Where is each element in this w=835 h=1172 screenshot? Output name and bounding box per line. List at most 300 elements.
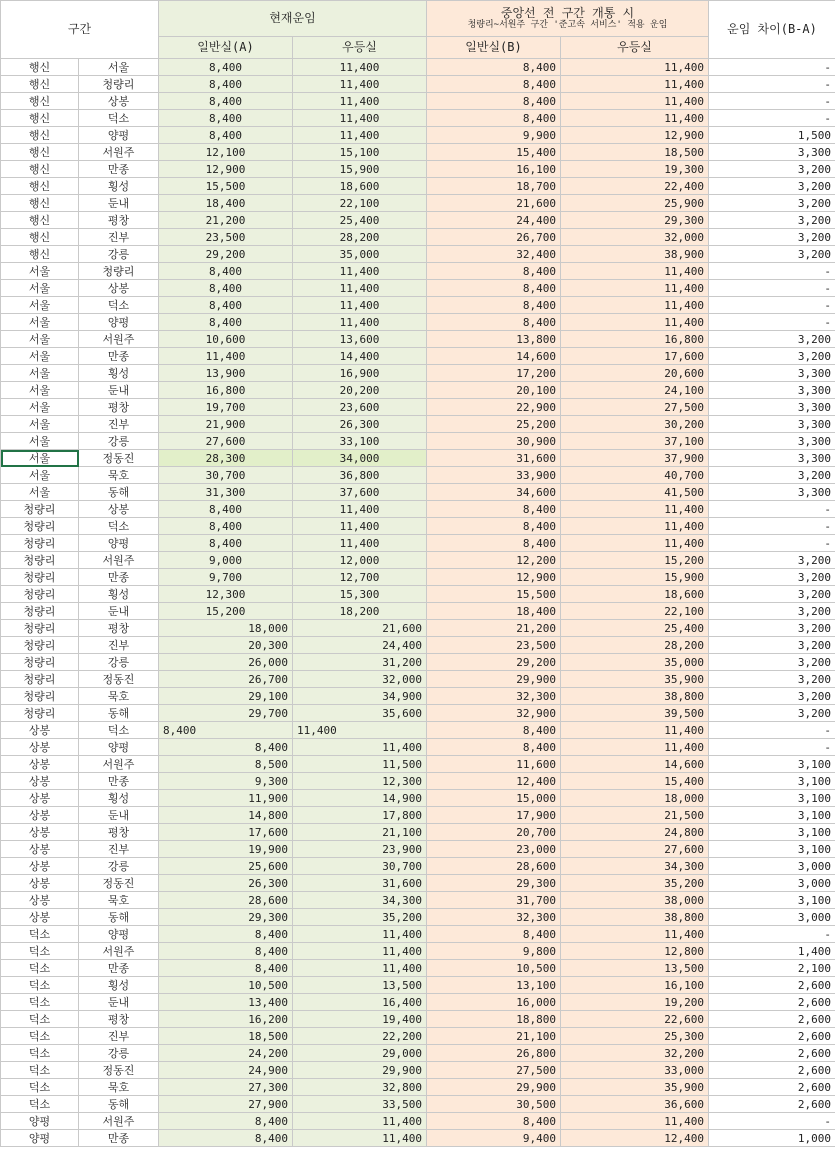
- diff-cell[interactable]: 3,200: [709, 637, 835, 654]
- from-cell[interactable]: 행신: [1, 178, 79, 195]
- from-cell[interactable]: 서울: [1, 297, 79, 314]
- new-premium-cell[interactable]: 15,900: [561, 569, 709, 586]
- cur-premium-cell[interactable]: 11,400: [293, 518, 427, 535]
- cur-general-cell[interactable]: 24,900: [159, 1062, 293, 1079]
- new-premium-cell[interactable]: 11,400: [561, 110, 709, 127]
- new-premium-cell[interactable]: 20,600: [561, 365, 709, 382]
- to-cell[interactable]: 평창: [79, 620, 159, 637]
- cur-general-cell[interactable]: 9,700: [159, 569, 293, 586]
- to-cell[interactable]: 양평: [79, 127, 159, 144]
- from-cell[interactable]: 청량리: [1, 637, 79, 654]
- new-general-cell[interactable]: 11,600: [427, 756, 561, 773]
- from-cell[interactable]: 덕소: [1, 994, 79, 1011]
- cur-premium-cell[interactable]: 21,600: [293, 620, 427, 637]
- diff-cell[interactable]: 3,000: [709, 858, 835, 875]
- cur-premium-cell[interactable]: 11,400: [293, 535, 427, 552]
- new-general-cell[interactable]: 31,600: [427, 450, 561, 467]
- diff-cell[interactable]: 2,600: [709, 1062, 835, 1079]
- cur-premium-cell[interactable]: 11,400: [293, 127, 427, 144]
- to-cell[interactable]: 상봉: [79, 280, 159, 297]
- cur-general-cell[interactable]: 11,400: [159, 348, 293, 365]
- to-cell[interactable]: 상봉: [79, 501, 159, 518]
- cur-general-cell[interactable]: 13,900: [159, 365, 293, 382]
- from-cell[interactable]: 양평: [1, 1130, 79, 1147]
- new-general-cell[interactable]: 8,400: [427, 518, 561, 535]
- cur-premium-cell[interactable]: 12,000: [293, 552, 427, 569]
- new-premium-cell[interactable]: 27,600: [561, 841, 709, 858]
- diff-cell[interactable]: 1,400: [709, 943, 835, 960]
- new-premium-cell[interactable]: 11,400: [561, 535, 709, 552]
- new-general-cell[interactable]: 21,100: [427, 1028, 561, 1045]
- new-general-cell[interactable]: 8,400: [427, 110, 561, 127]
- from-cell[interactable]: 덕소: [1, 1045, 79, 1062]
- cur-premium-cell[interactable]: 14,400: [293, 348, 427, 365]
- new-premium-cell[interactable]: 25,300: [561, 1028, 709, 1045]
- new-general-cell[interactable]: 15,400: [427, 144, 561, 161]
- to-cell[interactable]: 만종: [79, 161, 159, 178]
- diff-cell[interactable]: 3,300: [709, 484, 835, 501]
- diff-cell[interactable]: 3,100: [709, 841, 835, 858]
- cur-premium-cell[interactable]: 14,900: [293, 790, 427, 807]
- diff-cell[interactable]: 3,100: [709, 756, 835, 773]
- header-new-premium[interactable]: 우등실: [561, 37, 709, 59]
- cur-premium-cell[interactable]: 34,300: [293, 892, 427, 909]
- cur-general-cell[interactable]: 8,400: [159, 722, 293, 739]
- new-general-cell[interactable]: 8,400: [427, 1113, 561, 1130]
- cur-premium-cell[interactable]: 11,400: [293, 722, 427, 739]
- cur-general-cell[interactable]: 16,200: [159, 1011, 293, 1028]
- cur-general-cell[interactable]: 8,400: [159, 960, 293, 977]
- from-cell[interactable]: 행신: [1, 59, 79, 76]
- from-cell[interactable]: 행신: [1, 110, 79, 127]
- cur-general-cell[interactable]: 26,300: [159, 875, 293, 892]
- diff-cell[interactable]: 2,100: [709, 960, 835, 977]
- diff-cell[interactable]: -: [709, 501, 835, 518]
- cur-premium-cell[interactable]: 12,300: [293, 773, 427, 790]
- new-premium-cell[interactable]: 11,400: [561, 314, 709, 331]
- new-premium-cell[interactable]: 22,400: [561, 178, 709, 195]
- new-premium-cell[interactable]: 12,800: [561, 943, 709, 960]
- cur-general-cell[interactable]: 15,500: [159, 178, 293, 195]
- from-cell[interactable]: 덕소: [1, 977, 79, 994]
- new-general-cell[interactable]: 32,300: [427, 909, 561, 926]
- cur-general-cell[interactable]: 8,400: [159, 943, 293, 960]
- cur-general-cell[interactable]: 8,400: [159, 59, 293, 76]
- cur-premium-cell[interactable]: 13,600: [293, 331, 427, 348]
- cur-premium-cell[interactable]: 30,700: [293, 858, 427, 875]
- cur-general-cell[interactable]: 16,800: [159, 382, 293, 399]
- cur-premium-cell[interactable]: 25,400: [293, 212, 427, 229]
- diff-cell[interactable]: 3,300: [709, 144, 835, 161]
- new-premium-cell[interactable]: 30,200: [561, 416, 709, 433]
- from-cell[interactable]: 상봉: [1, 892, 79, 909]
- new-premium-cell[interactable]: 11,400: [561, 93, 709, 110]
- to-cell[interactable]: 상봉: [79, 93, 159, 110]
- cur-premium-cell[interactable]: 29,000: [293, 1045, 427, 1062]
- new-general-cell[interactable]: 20,100: [427, 382, 561, 399]
- from-cell[interactable]: 서울: [1, 399, 79, 416]
- to-cell[interactable]: 둔내: [79, 603, 159, 620]
- to-cell[interactable]: 평창: [79, 824, 159, 841]
- to-cell[interactable]: 서울: [79, 59, 159, 76]
- new-general-cell[interactable]: 21,200: [427, 620, 561, 637]
- from-cell[interactable]: 서울: [1, 450, 79, 467]
- new-general-cell[interactable]: 8,400: [427, 76, 561, 93]
- cur-premium-cell[interactable]: 11,400: [293, 297, 427, 314]
- diff-cell[interactable]: 2,600: [709, 1096, 835, 1113]
- diff-cell[interactable]: 3,300: [709, 433, 835, 450]
- diff-cell[interactable]: 3,200: [709, 654, 835, 671]
- diff-cell[interactable]: 3,200: [709, 620, 835, 637]
- new-general-cell[interactable]: 30,500: [427, 1096, 561, 1113]
- new-premium-cell[interactable]: 14,600: [561, 756, 709, 773]
- new-general-cell[interactable]: 29,900: [427, 1079, 561, 1096]
- to-cell[interactable]: 둔내: [79, 807, 159, 824]
- cur-premium-cell[interactable]: 11,400: [293, 263, 427, 280]
- diff-cell[interactable]: -: [709, 739, 835, 756]
- diff-cell[interactable]: 2,600: [709, 1079, 835, 1096]
- cur-general-cell[interactable]: 19,900: [159, 841, 293, 858]
- header-new-general[interactable]: 일반실(B): [427, 37, 561, 59]
- new-premium-cell[interactable]: 15,200: [561, 552, 709, 569]
- new-premium-cell[interactable]: 11,400: [561, 263, 709, 280]
- cur-premium-cell[interactable]: 11,400: [293, 960, 427, 977]
- cur-premium-cell[interactable]: 11,400: [293, 59, 427, 76]
- diff-cell[interactable]: 1,500: [709, 127, 835, 144]
- new-general-cell[interactable]: 14,600: [427, 348, 561, 365]
- to-cell[interactable]: 만종: [79, 1130, 159, 1147]
- cur-general-cell[interactable]: 24,200: [159, 1045, 293, 1062]
- cur-premium-cell[interactable]: 20,200: [293, 382, 427, 399]
- diff-cell[interactable]: 3,200: [709, 586, 835, 603]
- from-cell[interactable]: 상봉: [1, 773, 79, 790]
- from-cell[interactable]: 서울: [1, 484, 79, 501]
- from-cell[interactable]: 청량리: [1, 501, 79, 518]
- cur-general-cell[interactable]: 9,000: [159, 552, 293, 569]
- from-cell[interactable]: 청량리: [1, 535, 79, 552]
- cur-general-cell[interactable]: 12,900: [159, 161, 293, 178]
- new-premium-cell[interactable]: 11,400: [561, 280, 709, 297]
- from-cell[interactable]: 청량리: [1, 586, 79, 603]
- new-general-cell[interactable]: 25,200: [427, 416, 561, 433]
- cur-general-cell[interactable]: 10,500: [159, 977, 293, 994]
- new-general-cell[interactable]: 15,000: [427, 790, 561, 807]
- diff-cell[interactable]: 3,200: [709, 212, 835, 229]
- cur-general-cell[interactable]: 8,400: [159, 1113, 293, 1130]
- new-premium-cell[interactable]: 25,900: [561, 195, 709, 212]
- diff-cell[interactable]: 2,600: [709, 1045, 835, 1062]
- diff-cell[interactable]: 3,200: [709, 178, 835, 195]
- diff-cell[interactable]: 3,200: [709, 671, 835, 688]
- diff-cell[interactable]: 3,200: [709, 229, 835, 246]
- from-cell[interactable]: 행신: [1, 144, 79, 161]
- new-premium-cell[interactable]: 18,600: [561, 586, 709, 603]
- to-cell[interactable]: 평창: [79, 212, 159, 229]
- to-cell[interactable]: 서원주: [79, 331, 159, 348]
- from-cell[interactable]: 덕소: [1, 1028, 79, 1045]
- diff-cell[interactable]: 3,100: [709, 824, 835, 841]
- diff-cell[interactable]: 3,300: [709, 450, 835, 467]
- from-cell[interactable]: 상봉: [1, 858, 79, 875]
- from-cell[interactable]: 서울: [1, 348, 79, 365]
- cur-premium-cell[interactable]: 33,500: [293, 1096, 427, 1113]
- from-cell[interactable]: 서울: [1, 280, 79, 297]
- from-cell[interactable]: 서울: [1, 433, 79, 450]
- new-general-cell[interactable]: 24,400: [427, 212, 561, 229]
- new-general-cell[interactable]: 18,800: [427, 1011, 561, 1028]
- diff-cell[interactable]: -: [709, 535, 835, 552]
- cur-general-cell[interactable]: 8,400: [159, 1130, 293, 1147]
- new-premium-cell[interactable]: 24,800: [561, 824, 709, 841]
- cur-general-cell[interactable]: 26,700: [159, 671, 293, 688]
- new-general-cell[interactable]: 27,500: [427, 1062, 561, 1079]
- cur-general-cell[interactable]: 13,400: [159, 994, 293, 1011]
- from-cell[interactable]: 청량리: [1, 705, 79, 722]
- cur-general-cell[interactable]: 29,300: [159, 909, 293, 926]
- new-premium-cell[interactable]: 37,900: [561, 450, 709, 467]
- cur-general-cell[interactable]: 12,300: [159, 586, 293, 603]
- diff-cell[interactable]: -: [709, 926, 835, 943]
- from-cell[interactable]: 서울: [1, 331, 79, 348]
- new-general-cell[interactable]: 8,400: [427, 263, 561, 280]
- diff-cell[interactable]: 3,200: [709, 246, 835, 263]
- cur-general-cell[interactable]: 8,400: [159, 926, 293, 943]
- diff-cell[interactable]: 3,100: [709, 790, 835, 807]
- cur-premium-cell[interactable]: 11,400: [293, 501, 427, 518]
- new-general-cell[interactable]: 23,500: [427, 637, 561, 654]
- diff-cell[interactable]: -: [709, 297, 835, 314]
- to-cell[interactable]: 정동진: [79, 1062, 159, 1079]
- new-premium-cell[interactable]: 35,900: [561, 1079, 709, 1096]
- cur-general-cell[interactable]: 11,900: [159, 790, 293, 807]
- cur-general-cell[interactable]: 29,200: [159, 246, 293, 263]
- new-premium-cell[interactable]: 18,000: [561, 790, 709, 807]
- new-general-cell[interactable]: 21,600: [427, 195, 561, 212]
- new-premium-cell[interactable]: 28,200: [561, 637, 709, 654]
- to-cell[interactable]: 만종: [79, 348, 159, 365]
- from-cell[interactable]: 청량리: [1, 688, 79, 705]
- new-premium-cell[interactable]: 27,500: [561, 399, 709, 416]
- cur-premium-cell[interactable]: 12,700: [293, 569, 427, 586]
- new-premium-cell[interactable]: 11,400: [561, 76, 709, 93]
- to-cell[interactable]: 양평: [79, 926, 159, 943]
- diff-cell[interactable]: -: [709, 59, 835, 76]
- new-premium-cell[interactable]: 35,000: [561, 654, 709, 671]
- from-cell[interactable]: 덕소: [1, 926, 79, 943]
- new-general-cell[interactable]: 16,000: [427, 994, 561, 1011]
- cur-general-cell[interactable]: 18,500: [159, 1028, 293, 1045]
- new-premium-cell[interactable]: 11,400: [561, 518, 709, 535]
- cur-premium-cell[interactable]: 11,400: [293, 1113, 427, 1130]
- new-general-cell[interactable]: 23,000: [427, 841, 561, 858]
- new-premium-cell[interactable]: 32,000: [561, 229, 709, 246]
- cur-premium-cell[interactable]: 11,400: [293, 314, 427, 331]
- cur-general-cell[interactable]: 29,100: [159, 688, 293, 705]
- new-general-cell[interactable]: 12,200: [427, 552, 561, 569]
- cur-general-cell[interactable]: 8,400: [159, 280, 293, 297]
- to-cell[interactable]: 동해: [79, 909, 159, 926]
- cur-premium-cell[interactable]: 31,200: [293, 654, 427, 671]
- from-cell[interactable]: 청량리: [1, 654, 79, 671]
- new-general-cell[interactable]: 10,500: [427, 960, 561, 977]
- new-premium-cell[interactable]: 12,900: [561, 127, 709, 144]
- cur-premium-cell[interactable]: 32,800: [293, 1079, 427, 1096]
- to-cell[interactable]: 평창: [79, 1011, 159, 1028]
- cur-premium-cell[interactable]: 33,100: [293, 433, 427, 450]
- cur-general-cell[interactable]: 9,300: [159, 773, 293, 790]
- new-premium-cell[interactable]: 11,400: [561, 722, 709, 739]
- to-cell[interactable]: 둔내: [79, 994, 159, 1011]
- cur-premium-cell[interactable]: 31,600: [293, 875, 427, 892]
- new-general-cell[interactable]: 26,800: [427, 1045, 561, 1062]
- to-cell[interactable]: 서원주: [79, 552, 159, 569]
- from-cell[interactable]: 상봉: [1, 875, 79, 892]
- from-cell[interactable]: 서울: [1, 382, 79, 399]
- diff-cell[interactable]: 1,000: [709, 1130, 835, 1147]
- new-premium-cell[interactable]: 37,100: [561, 433, 709, 450]
- cur-premium-cell[interactable]: 15,900: [293, 161, 427, 178]
- header-diff[interactable]: 운임 차이(B-A): [709, 1, 835, 59]
- diff-cell[interactable]: 3,000: [709, 875, 835, 892]
- new-premium-cell[interactable]: 11,400: [561, 501, 709, 518]
- cur-premium-cell[interactable]: 26,300: [293, 416, 427, 433]
- diff-cell[interactable]: 3,300: [709, 416, 835, 433]
- new-premium-cell[interactable]: 36,600: [561, 1096, 709, 1113]
- to-cell[interactable]: 진부: [79, 229, 159, 246]
- cur-general-cell[interactable]: 21,900: [159, 416, 293, 433]
- new-premium-cell[interactable]: 22,100: [561, 603, 709, 620]
- new-premium-cell[interactable]: 15,400: [561, 773, 709, 790]
- new-general-cell[interactable]: 17,900: [427, 807, 561, 824]
- from-cell[interactable]: 행신: [1, 93, 79, 110]
- from-cell[interactable]: 덕소: [1, 1096, 79, 1113]
- cur-general-cell[interactable]: 10,600: [159, 331, 293, 348]
- new-general-cell[interactable]: 22,900: [427, 399, 561, 416]
- cur-general-cell[interactable]: 27,600: [159, 433, 293, 450]
- from-cell[interactable]: 서울: [1, 314, 79, 331]
- cur-premium-cell[interactable]: 22,100: [293, 195, 427, 212]
- to-cell[interactable]: 동해: [79, 484, 159, 501]
- new-premium-cell[interactable]: 16,100: [561, 977, 709, 994]
- to-cell[interactable]: 덕소: [79, 722, 159, 739]
- to-cell[interactable]: 횡성: [79, 365, 159, 382]
- new-premium-cell[interactable]: 12,400: [561, 1130, 709, 1147]
- cur-general-cell[interactable]: 18,400: [159, 195, 293, 212]
- new-general-cell[interactable]: 12,400: [427, 773, 561, 790]
- cur-general-cell[interactable]: 27,300: [159, 1079, 293, 1096]
- diff-cell[interactable]: 3,000: [709, 909, 835, 926]
- to-cell[interactable]: 덕소: [79, 110, 159, 127]
- new-general-cell[interactable]: 18,400: [427, 603, 561, 620]
- to-cell[interactable]: 양평: [79, 535, 159, 552]
- diff-cell[interactable]: 3,200: [709, 569, 835, 586]
- new-general-cell[interactable]: 32,400: [427, 246, 561, 263]
- cur-premium-cell[interactable]: 19,400: [293, 1011, 427, 1028]
- to-cell[interactable]: 양평: [79, 314, 159, 331]
- cur-premium-cell[interactable]: 22,200: [293, 1028, 427, 1045]
- header-current-fare[interactable]: 현재운임: [159, 1, 427, 37]
- new-premium-cell[interactable]: 11,400: [561, 1113, 709, 1130]
- header-new-fare[interactable]: [427, 1, 709, 37]
- to-cell[interactable]: 횡성: [79, 178, 159, 195]
- new-premium-cell[interactable]: 22,600: [561, 1011, 709, 1028]
- from-cell[interactable]: 행신: [1, 246, 79, 263]
- cur-premium-cell[interactable]: 24,400: [293, 637, 427, 654]
- from-cell[interactable]: 서울: [1, 467, 79, 484]
- cur-premium-cell[interactable]: 35,000: [293, 246, 427, 263]
- cur-general-cell[interactable]: 23,500: [159, 229, 293, 246]
- to-cell[interactable]: 진부: [79, 416, 159, 433]
- diff-cell[interactable]: 3,100: [709, 773, 835, 790]
- from-cell[interactable]: 상봉: [1, 756, 79, 773]
- header-cur-general[interactable]: 일반실(A): [159, 37, 293, 59]
- cur-premium-cell[interactable]: 16,400: [293, 994, 427, 1011]
- new-general-cell[interactable]: 9,800: [427, 943, 561, 960]
- to-cell[interactable]: 진부: [79, 637, 159, 654]
- header-cur-premium[interactable]: 우등실: [293, 37, 427, 59]
- cur-general-cell[interactable]: 19,700: [159, 399, 293, 416]
- from-cell[interactable]: 청량리: [1, 518, 79, 535]
- from-cell[interactable]: 청량리: [1, 603, 79, 620]
- from-cell[interactable]: 청량리: [1, 620, 79, 637]
- to-cell[interactable]: 강릉: [79, 1045, 159, 1062]
- from-cell[interactable]: 상봉: [1, 739, 79, 756]
- new-general-cell[interactable]: 34,600: [427, 484, 561, 501]
- to-cell[interactable]: 덕소: [79, 518, 159, 535]
- new-premium-cell[interactable]: 38,000: [561, 892, 709, 909]
- new-premium-cell[interactable]: 16,800: [561, 331, 709, 348]
- diff-cell[interactable]: -: [709, 263, 835, 280]
- new-premium-cell[interactable]: 19,300: [561, 161, 709, 178]
- to-cell[interactable]: 둔내: [79, 382, 159, 399]
- cur-premium-cell[interactable]: 13,500: [293, 977, 427, 994]
- cur-general-cell[interactable]: 26,000: [159, 654, 293, 671]
- cur-premium-cell[interactable]: 21,100: [293, 824, 427, 841]
- new-general-cell[interactable]: 26,700: [427, 229, 561, 246]
- from-cell[interactable]: 행신: [1, 212, 79, 229]
- cur-general-cell[interactable]: 8,400: [159, 76, 293, 93]
- from-cell[interactable]: 양평: [1, 1113, 79, 1130]
- from-cell[interactable]: 서울: [1, 263, 79, 280]
- cur-premium-cell[interactable]: 23,600: [293, 399, 427, 416]
- diff-cell[interactable]: 3,100: [709, 892, 835, 909]
- cur-premium-cell[interactable]: 18,600: [293, 178, 427, 195]
- new-general-cell[interactable]: 29,200: [427, 654, 561, 671]
- cur-general-cell[interactable]: 14,800: [159, 807, 293, 824]
- to-cell[interactable]: 둔내: [79, 195, 159, 212]
- new-premium-cell[interactable]: 21,500: [561, 807, 709, 824]
- diff-cell[interactable]: 3,200: [709, 603, 835, 620]
- cur-general-cell[interactable]: 8,400: [159, 314, 293, 331]
- to-cell[interactable]: 묵호: [79, 688, 159, 705]
- to-cell[interactable]: 묵호: [79, 1079, 159, 1096]
- from-cell[interactable]: 덕소: [1, 1062, 79, 1079]
- cur-general-cell[interactable]: 21,200: [159, 212, 293, 229]
- to-cell[interactable]: 강릉: [79, 246, 159, 263]
- new-premium-cell[interactable]: 11,400: [561, 739, 709, 756]
- cur-premium-cell[interactable]: 16,900: [293, 365, 427, 382]
- cur-premium-cell[interactable]: 11,400: [293, 1130, 427, 1147]
- to-cell[interactable]: 횡성: [79, 977, 159, 994]
- diff-cell[interactable]: -: [709, 110, 835, 127]
- diff-cell[interactable]: -: [709, 76, 835, 93]
- diff-cell[interactable]: -: [709, 1113, 835, 1130]
- cur-premium-cell[interactable]: 11,400: [293, 943, 427, 960]
- diff-cell[interactable]: 3,100: [709, 807, 835, 824]
- to-cell[interactable]: 동해: [79, 1096, 159, 1113]
- from-cell[interactable]: 행신: [1, 195, 79, 212]
- new-premium-cell[interactable]: 17,600: [561, 348, 709, 365]
